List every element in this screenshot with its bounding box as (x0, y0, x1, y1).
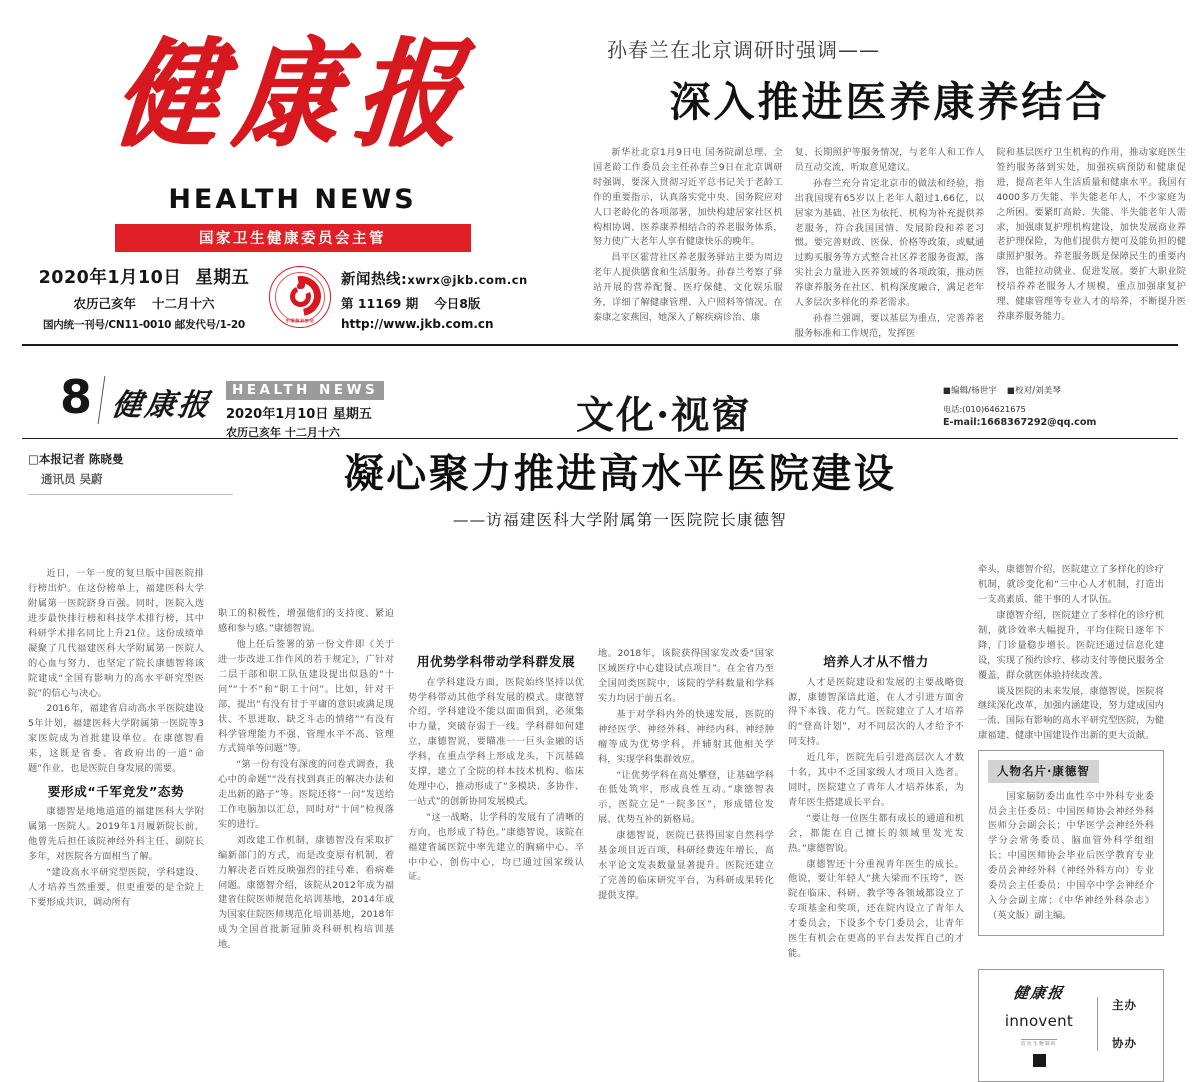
masthead-date: 2020年1月10日 (38, 267, 182, 288)
paragraph: “第一份有没有深度的问卷式调查，我心中的命题”“没有找到真正的解决办法和走出新的路子”等。医院还将“一问”发送给工作电脑加以汇总，同时对“十问”检视落实的进行。 (218, 759, 394, 830)
paragraph: 康德智说，医院已获得国家自然科学基金项目近百项，科研经费连年增长，高水平论文发表数量显著提升。医院还建立了完善的临床研究平台，为科研成果转化提供支撑。 (598, 830, 774, 901)
masthead-logo-english: HEALTH NEWS (168, 184, 417, 216)
page-8-credits (943, 376, 1178, 428)
paragraph: “建设高水平研究型医院，学科建设、人才培养当然重要，但更重要的是全院上下要形成共识，调动所有 (28, 866, 204, 908)
paragraph: 孙春兰充分肯定北京市的做法和经验，指出我国现有65岁以上老年人超过1.66亿，以居家为基础、社区为依托、机构为补充提供养老服务，符合我国国情、发展阶段和养老习惯。要完善财政、医保、价格等政策，或赋通过购买服务等方式整合社区养老服务资源，落实社会力量进入医养领域的各项政策，推动医养康养服务在社区、机构深度融合，满足老年人多层次多样化的养老需求。 (794, 177, 985, 309)
page-8-header (16, 362, 1184, 439)
sponsor-logos (989, 982, 1089, 1067)
paragraph: “让优势学科在高处攀登，让基础学科在低处筑牢，形成良性互动。”康德智表示，医院立足“一院多区”，形成错位发展、优势互补的新格局。 (598, 769, 774, 826)
page-8-column-4 (598, 503, 774, 904)
press-seal-icon (269, 266, 331, 328)
contact-tel: 电话:(010)64621675 (943, 404, 1026, 414)
front-page-section (0, 0, 1200, 362)
paragraph: 在学科建设方面，医院始终坚持以优势学科带动其他学科发展的模式。康德智介绍，学科建设不能以面面俱到，必须集中力量，突破存弱于一线。学科群如何建立，康德智说，要瞄准一一巨头金融的话学科，在重点学科上形成龙头，下沉基础支撑，建立了全院的样本技术机构、临床处理中心，推动形成了“多模块、多协作、一站式”的创新协同发展模式。 (408, 676, 584, 807)
paragraph: 院和基层医疗卫生机构的作用，推动家庭医生签约服务落到实处，加强疾病预防和健康促进，提高老年人生活质量和健康水平。我国有4000多万失能、半失能老年人，不少家庭为之所困。要紧盯高龄、失能、半失能老年人需求，加强康复护理机构建设，加快发展商业养老护理保险，为他们提供方便可及能负担的健康照护服务。养老服务既是保障民生的重要内容，也能拉动就业、促进发展。要扩大职业院校培养养老服务人才规模，重点加强康复护理、健康管理等专业人才的培养，不断提升医养康养服务能力。 (996, 147, 1187, 322)
front-article-column-3 (996, 146, 1186, 343)
page-8-date: 2020年1月10日 星期五 (226, 407, 372, 422)
paragraph: 近几年，医院先后引进高层次人才数十名，其中不乏国家级人才项目入选者。同时，医院建立了青年人才培养体系，为青年医生搭建成长平台。 (788, 752, 964, 808)
page-8-lunar-date: 农历己亥年 十二月十六 (226, 426, 340, 439)
byline-reporter: □本报记者 陈晓曼 (28, 452, 124, 466)
subheading-3: 培养人才从不惜力 (823, 654, 929, 670)
page-8-subheadline: ——访福建医科大学附属第一医院院长康德智 (452, 511, 787, 529)
front-article-column-2 (795, 146, 985, 343)
page-8-logo: 健康报 (98, 376, 216, 424)
profile-card-body (988, 790, 1154, 924)
page-8-column-2 (218, 503, 394, 954)
section-title: 文化·视窗 (575, 392, 752, 437)
paragraph: 孙春兰强调，要以基层为重点，完善养老服务标准和工作规范，发挥医 (794, 312, 985, 339)
sponsor-mark-icon (1033, 1054, 1046, 1067)
paragraph: 牵头，康德智介绍，医院建立了多样化的诊疗机制，就诊变化和“三中心人才机制，打造出一支高素质、能干事的人才队伍。 (978, 564, 1164, 606)
paragraph: 谈及医院的未来发展，康德智说，医院将继续深化改革，加强内涵建设，努力建成国内一流、国际有影响的高水平研究型医院，为健康福建、健康中国建设作出新的更大贡献。 (978, 685, 1164, 742)
masthead-lunar-year: 农历己亥年 (73, 295, 136, 311)
page-number: 8 (60, 370, 93, 424)
credits-proofreader: ■校对/刘美琴 (1007, 385, 1062, 395)
sponsor-role-co: 协办 (1112, 1036, 1137, 1051)
hotline-email[interactable]: xwrx@jkb.com.cn (407, 272, 528, 287)
front-article-column-1 (593, 146, 783, 343)
profile-card-title: 人物名片·康德智 (988, 760, 1099, 783)
page-8-column-3 (408, 503, 584, 886)
masthead-info (0, 264, 585, 332)
sponsor-box (978, 969, 1164, 1082)
sponsor-logo-healthnews: 健康报 (1012, 983, 1066, 1002)
page-8-headline: 凝心聚力推进高水平医院建设 (343, 451, 897, 497)
masthead-issue-row (341, 294, 556, 312)
paragraph: 近日，一年一度的复旦版中国医院排行榜出炉。在这份榜单上，福建医科大学附属第一医院跻身百强。同时，医院入选进步最快排行榜和科技学术排行榜，其中科研学术排名同比上升21位。这份成绩单凝聚了几代福建医科大学附属第一医院人的心血与努力，也坚定了院长康德智将该院建成“全国有影响力的高水平研究型医院”的信心与决心。 (28, 568, 204, 699)
paragraph: 职工的积极性，增强他们的支持度、紧迫感和参与感。”康德智说。 (218, 608, 394, 635)
paragraph: 2016年，福建省启动高水平医院建设5年计划，福建医科大学附属第一医院等3家医院成为首批建设单位。在康德智看来，这既是省委、省政府出的一道“命题”作业，也是医院自身发展的需要。 (28, 703, 204, 775)
byline-correspondent: 通讯员 吴蔚 (41, 472, 103, 487)
sidebar-lead-text (978, 563, 1164, 744)
health-news-badge: HEALTH NEWS (226, 381, 384, 400)
page-8-headline-block (300, 442, 940, 530)
masthead-website[interactable]: http://www.jkb.com.cn (341, 316, 494, 331)
masthead-logo-chinese: 健康报 (108, 24, 483, 163)
page-8-column-1 (28, 503, 204, 911)
paragraph: 康德智介绍，医院建立了多样化的诊疗机制，就诊效率大幅提升，平均住院日逐年下降，门诊量稳步增长。医院还通过信息化建设，实现了预约诊疗、移动支付等便民服务全覆盖，群众就医体验持续改善。 (978, 609, 1164, 681)
pages-today: 今日8版 (434, 295, 481, 311)
masthead-authority-bar: 国家卫生健康委员会主管 (115, 224, 471, 252)
issue-number: 第 11169 期 (341, 295, 419, 311)
paragraph: 基于对学科内外的快速发展，医院的神经医学、神经外科、神经内科、神经肿瘤等成为优势学科，并辅射其他相关学科，实现学科集群效应。 (598, 708, 774, 765)
hotline-label: 新闻热线: (341, 271, 408, 288)
sponsor-logo-innovent-cn: 信达生物制药 (1021, 1039, 1057, 1047)
contact-email[interactable]: E-mail:1668367292@qq.com (943, 417, 1097, 428)
credits-editor: ■编辑/杨世宇 (943, 385, 998, 395)
paragraph: 康德智是地地道道的福建医科大学附属第一医院人。2019年1月履新院长前，他曾先后担任该院神经外科主任、副院长多年，对医院各方面相当了解。 (28, 806, 204, 863)
seal-label: 中国报业协会 (285, 317, 315, 323)
paragraph: 地。2018年，该院获得国家发改委“国家区域医疗中心建设试点项目”。在全省乃至全国同类医院中，该院的学科数量和学科实力均居于前五名。 (598, 648, 774, 704)
page-8-section (0, 362, 1200, 1082)
masthead (0, 0, 585, 362)
subheading-2: 用优势学科带动学科群发展 (416, 654, 576, 670)
sponsor-roles (1097, 997, 1137, 1051)
paragraph: 康德智还十分重视青年医生的成长。他说，要让年轻人“挑大梁而不压垮”，医院在临床、科研、教学等各领域都设立了专项基金和奖项，还在院内设立了青年人才委员会，下设多个专门委员会，让青年医生有机会在更高的平台去发挥自己的才能。 (788, 858, 964, 959)
paragraph: 新华社北京1月9日电 国务院副总理、全国老龄工作委员会主任孙春兰9日在北京调研时强调，要深入贯彻习近平总书记关于老龄工作的重要指示，认真落实党中央、国务院应对人口老龄化的各项部署，加快构建居家社区机构相协调、医养康养相结合的养老服务体系，努力使广大老年人享有健康快乐的晚年。 (593, 147, 783, 248)
paragraph: 刘改建工作机制，康德智没有采取扩编新部门的方式，而是改变原有机制，着力解决老百姓反映强烈的挂号难、看病难问题。康德智介绍，该院从2012年成为福建省住院医师规范化培训基地，2014年成为国家住院医师规范化培训基地，2018年成为全国首批新冠肺炎科研机构培训基地。 (218, 834, 394, 951)
page-8-sidebar (978, 503, 1164, 1082)
masthead-contact-block (341, 264, 556, 331)
sponsor-logo-innovent: innovent (1004, 1011, 1074, 1030)
credits-row (943, 384, 1178, 396)
paragraph: “要让每一位医生都有成长的通道和机会，都能在自己擅长的领域里发光发热。”康德智说。 (788, 812, 964, 854)
page-8-dateblock (226, 376, 384, 440)
masthead-weekday: 星期五 (195, 267, 250, 288)
masthead-lunar-date: 十二月十六 (152, 295, 215, 311)
front-lead-article (585, 0, 1200, 362)
masthead-hotline-row (341, 268, 556, 289)
front-page-bottom-rule (22, 344, 1178, 346)
masthead-issn: 国内统一刊号/CN11-0010 邮发代号/1-20 (42, 318, 246, 331)
page-8-column-5 (788, 503, 964, 963)
byline (16, 439, 234, 489)
paragraph: 他上任后签署的第一份文件即《关于进一步改进工作作风的若干规定》，广针对二层干部和职工队伍建设提出似恳的“十问”“十不”和“职工十问”。比如，针对干部，提出“有没有甘于平庸的意识或满足现状、不思进取、缺乏斗志的情绪”“有没有科学管理能力不强、管理水平不高、管理方式简单等问题”等。 (218, 639, 394, 755)
front-article-headline: 深入推进医养康养结合 (669, 78, 1110, 126)
paragraph: 人才是医院建设和发展的主要战略资源，康德智深谙此道，在人才引进方面舍得下本钱、花力气。医院建立了人才培养的“登高计划”，对不同层次的人才给予不同支持。 (788, 676, 964, 748)
masthead-date-row (29, 264, 259, 289)
sponsor-role-main: 主办 (1112, 998, 1137, 1013)
profile-card (978, 750, 1164, 936)
paragraph: “这一战略，让学科的发展有了清晰的方向，也形成了特色。”康德智说，该院在福建省属医院中率先建立的胸痛中心、卒中中心、创伤中心，均已通过国家级认证。 (408, 811, 584, 883)
paragraph: 国家脑防委出血性卒中外科专业委员会主任委员；中国医师协会神经外科医师分会副会长；中华医学会神经外科学分会常务委员、脑血管外科学组组长；中国医师协会毕业后医学教育专业委员会神经外科（神经外科方向）专业委员会主任委员；中国卒中学会神经介入分会副主席；《中华神经外科杂志》（英文版）副主编。 (988, 790, 1154, 921)
masthead-lunar-row (29, 294, 259, 312)
front-article-columns (593, 146, 1186, 343)
masthead-date-block (29, 264, 259, 332)
paragraph: 昌平区霍营社区养老服务驿站主要为周边老年人提供膳食和生活服务。孙春兰考察了驿站开展的营养配餐、医疗保健、文化娱乐服务，详细了解健康管理、入户照料等情况。在泰康之家燕园，她深入了解疾病诊治、康 (593, 252, 783, 323)
subheading-1: 要形成“千军竞发”态势 (47, 783, 185, 799)
front-article-kicker: 孙春兰在北京调研时强调—— (607, 38, 880, 62)
page-8-article-body (16, 495, 1184, 1082)
paragraph: 复、长期照护等服务情况，与老年人和工作人员互动交流，听取意见建议。 (794, 147, 985, 173)
